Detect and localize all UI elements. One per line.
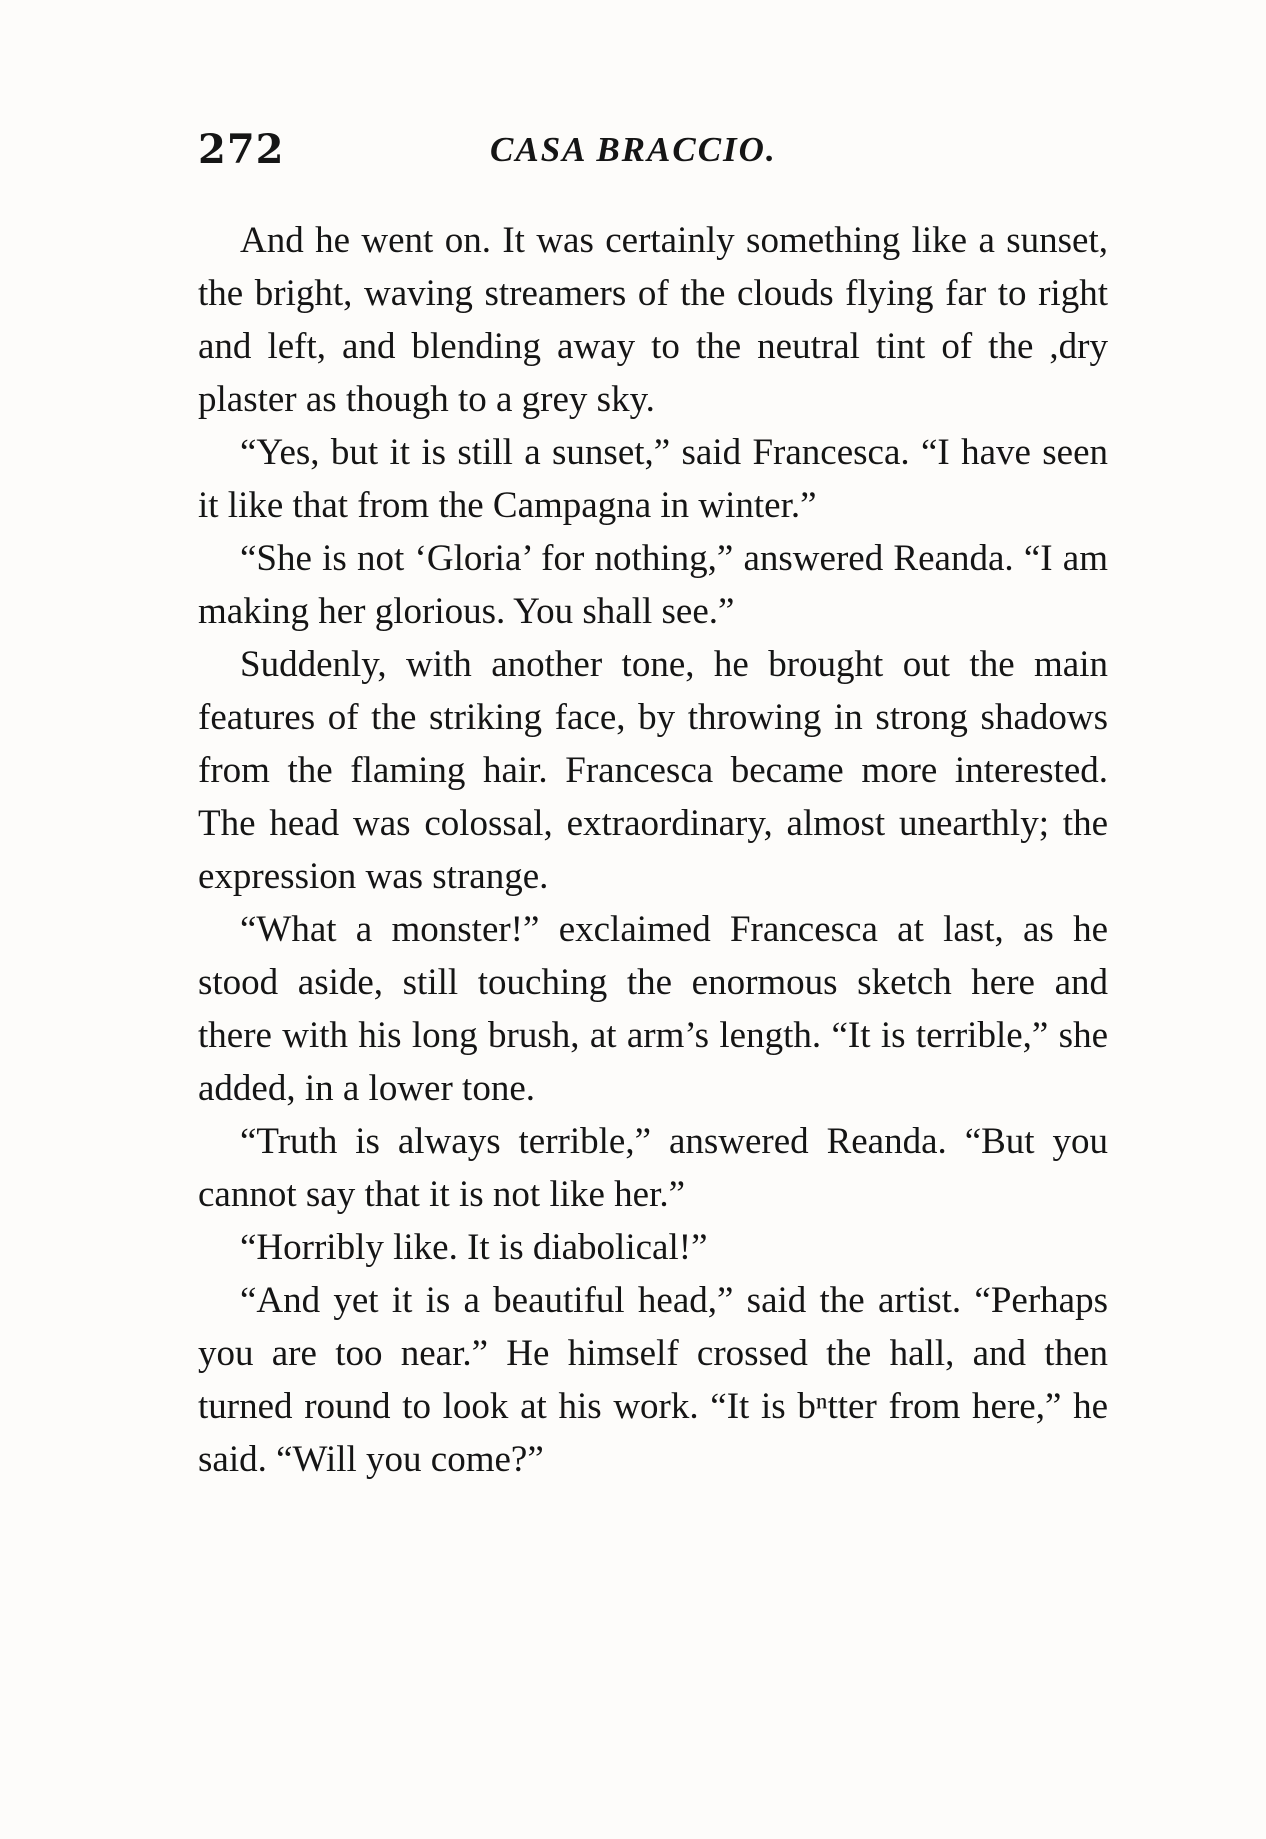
paragraph: And he went on. It was certainly something like a sunset, the bright, waving streamers of the clouds flying far to right and left, and blending away to the neutral tint of the ,dry plaster as though to a grey sky. — [198, 220, 1108, 420]
page-header — [198, 126, 1108, 182]
paragraph: “And yet it is a beautiful head,” said the artist. “Perhaps you are too near.” He himself crossed the hall, and then turned round to look at his work. “It is bⁿtter from here,” he said. “Will you come?” — [198, 1280, 1108, 1480]
page-number: 272 — [198, 126, 285, 173]
paragraph: “Yes, but it is still a sunset,” said Francesca. “I have seen it like that from the Campagna in winter.” — [198, 432, 1108, 526]
running-head: CASA BRACCIO. — [490, 130, 777, 169]
paragraph: “What a monster!” exclaimed Francesca at last, as he stood aside, still touching the enormous sketch here and there with his long brush, at arm’s length. “It is terrible,” she added, in a lower tone. — [198, 909, 1108, 1109]
paragraph: “Horribly like. It is diabolical!” — [240, 1227, 708, 1268]
paragraph: “She is not ‘Gloria’ for nothing,” answered Reanda. “I am making her glorious. You shall see.” — [198, 538, 1108, 632]
paragraph: Suddenly, with another tone, he brought out the main features of the striking face, by throwing in strong shadows from the flaming hair. Francesca became more interested. The head was colossal, extraordinary, almost unearthly; the expression was strange. — [198, 644, 1108, 897]
body-text — [198, 214, 1108, 1486]
paragraph: “Truth is always terrible,” answered Reanda. “But you cannot say that it is not like her.” — [198, 1121, 1108, 1215]
